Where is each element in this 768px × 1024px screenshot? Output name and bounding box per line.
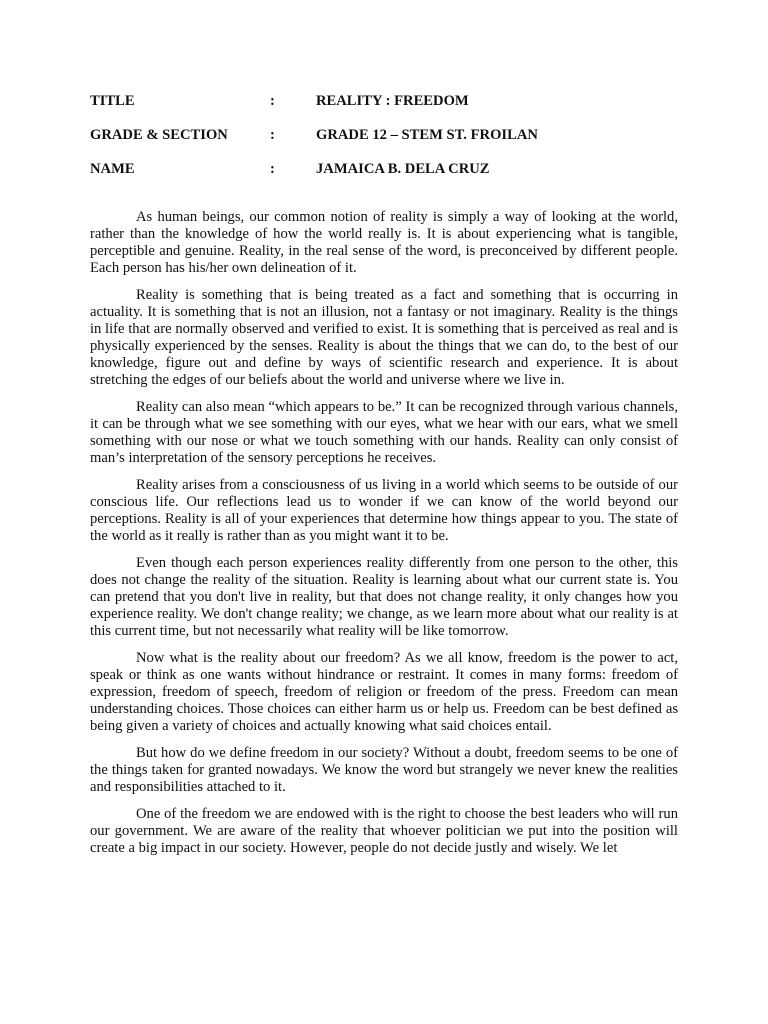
title-colon: :	[270, 93, 275, 109]
grade-section-value: GRADE 12 – STEM ST. FROILAN	[316, 127, 538, 143]
title-label: TITLE	[90, 93, 135, 109]
document-header	[90, 92, 690, 194]
paragraph-5: Even though each person experiences reality differently from one person to the other, this does not change the reality of the situation. Reality is learning about what our current state is. You can pretend that you don't live in reality, but that does not change reality, it only changes how you experience reality. We don't change reality; we change, as we learn more about what our reality is at this current time, but not necessarily what reality will be like tomorrow.	[90, 555, 678, 639]
name-row	[90, 160, 690, 194]
name-label: NAME	[90, 161, 135, 177]
grade-section-row	[90, 126, 690, 160]
name-value: JAMAICA B. DELA CRUZ	[316, 161, 490, 177]
paragraph-6: Now what is the reality about our freedom? As we all know, freedom is the power to act, speak or think as one wants without hindrance or restraint. It comes in many forms: freedom of expression, freedom of speech, freedom of religion or freedom of the press. Freedom can mean understanding choices. Those choices can either harm us or help us. Freedom can be best defined as being given a variety of choices and actually knowing what said choices entail.	[90, 650, 678, 734]
paragraph-2: Reality is something that is being treated as a fact and something that is occurring in actuality. It is something that is not an illusion, not a fantasy or not imaginary. Reality is the things in life that are normally observed and verified to exist. It is something that is perceived as real and is physically experienced by the senses. Reality is about the things that we can do, to the best of our knowledge, figure out and define by ways of scientific research and experience. It is about stretching the edges of our beliefs about the world and universe where we live in.	[90, 287, 678, 388]
paragraph-8: One of the freedom we are endowed with is the right to choose the best leaders who will run our government. We are aware of the reality that whoever politician we put into the position will create a big impact in our society. However, people do not decide justly and wisely. We let	[90, 806, 678, 856]
name-colon: :	[270, 161, 275, 177]
paragraph-3: Reality can also mean “which appears to be.” It can be recognized through various channels, it can be through what we see something with our eyes, what we hear with our ears, what we smell something with our nose or what we touch something with our hands. Reality can only consist of man’s interpretation of the sensory perceptions he receives.	[90, 399, 678, 466]
grade-section-colon: :	[270, 127, 275, 143]
paragraph-1: As human beings, our common notion of reality is simply a way of looking at the world, rather than the knowledge of how the world really is. It is about experiencing what is tangible, perceptible and genuine. Reality, in the real sense of the word, is preconceived by different people. Each person has his/her own delineation of it.	[90, 209, 678, 276]
paragraph-7: But how do we define freedom in our society? Without a doubt, freedom seems to be one of the things taken for granted nowadays. We know the word but strangely we never knew the realities and responsibilities attached to it.	[90, 745, 678, 795]
title-row	[90, 92, 690, 126]
title-value: REALITY : FREEDOM	[316, 93, 469, 109]
paragraph-4: Reality arises from a consciousness of us living in a world which seems to be outside of our conscious life. Our reflections lead us to wonder if we can know of the world beyond our perceptions. Reality is all of your experiences that determine how things appear to you. The state of the world as it really is rather than as you might want it to be.	[90, 477, 678, 544]
grade-section-label: GRADE & SECTION	[90, 127, 228, 143]
essay-body	[90, 209, 678, 867]
